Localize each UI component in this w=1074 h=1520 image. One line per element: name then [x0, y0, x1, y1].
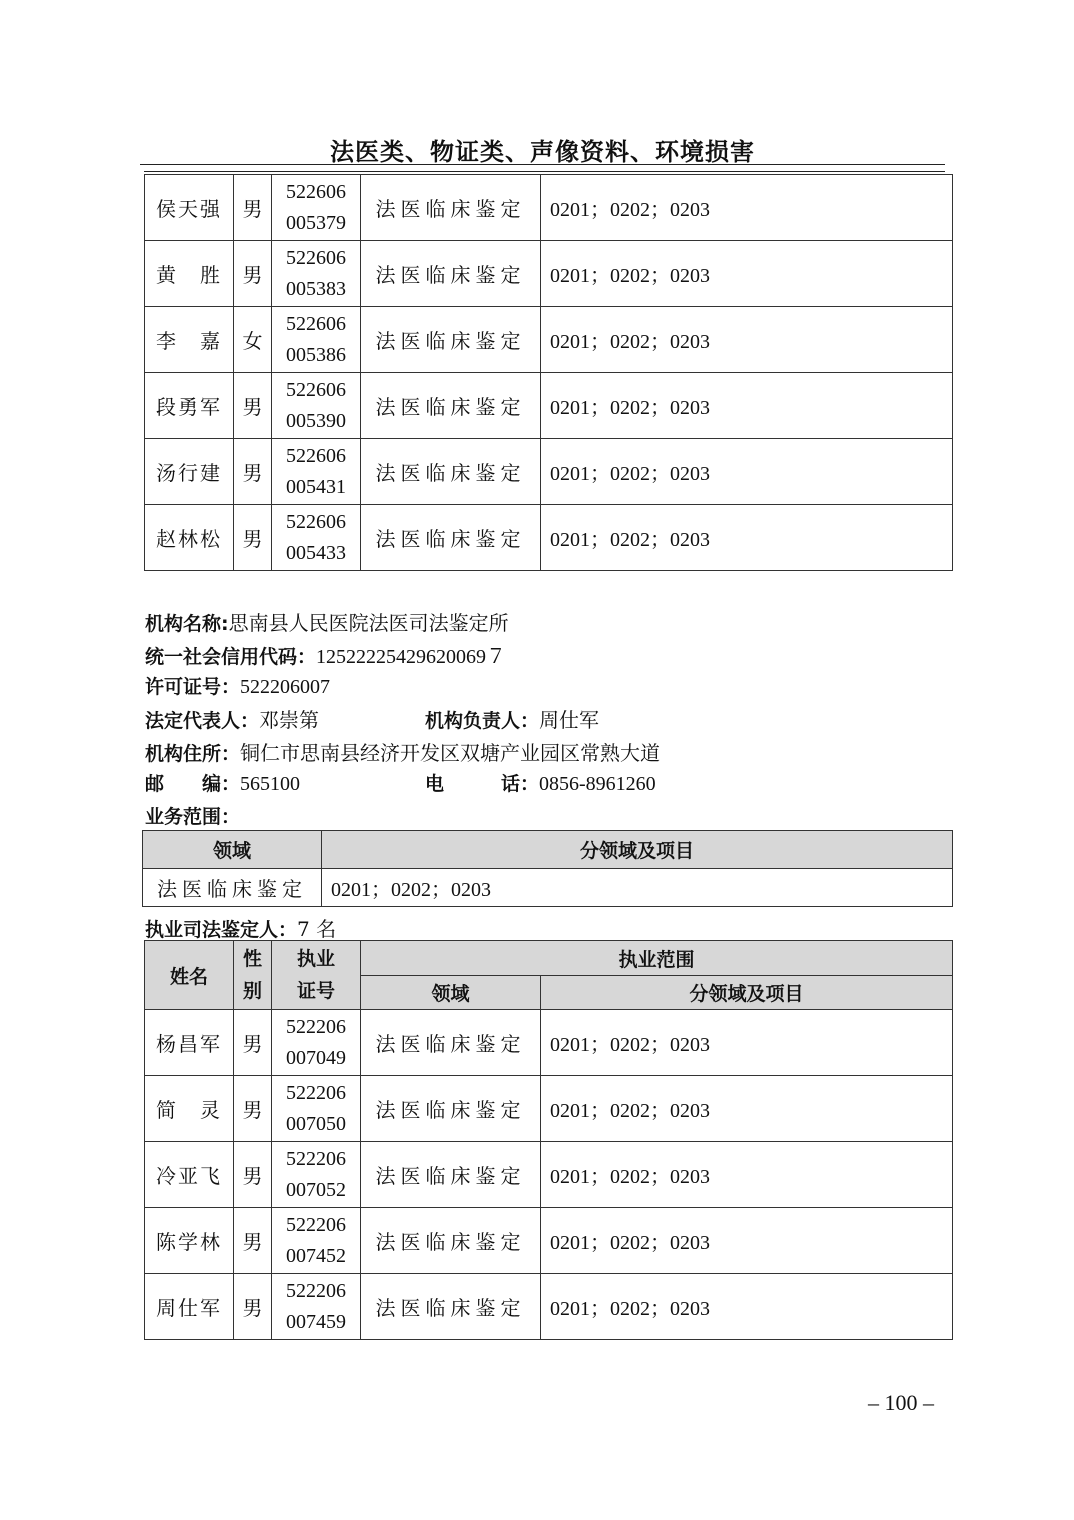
- header-line: 性: [242, 948, 262, 970]
- cert-line: 522206: [286, 1147, 346, 1170]
- table-row: [145, 373, 953, 439]
- cert-line: 522606: [286, 180, 346, 203]
- postcode-label: 邮 编：: [145, 773, 241, 795]
- person-cert: [272, 439, 361, 505]
- person-scope: 0201；0202；0203: [541, 505, 953, 571]
- cert-line: 007050: [286, 1112, 346, 1135]
- person-cert: [272, 505, 361, 571]
- representative-name: 邓崇第: [259, 708, 320, 732]
- column-header-name: 姓名: [145, 941, 234, 1010]
- staff-scope: 0201；0202；0203: [541, 1208, 953, 1274]
- staff-count: 7 名: [297, 917, 337, 941]
- license-label: 许可证号：: [145, 676, 241, 698]
- header-line: 证号: [296, 980, 335, 1002]
- header-line: 执业: [296, 948, 335, 970]
- representative-label: 法定代表人：: [145, 710, 260, 732]
- head-label: 机构负责人：: [425, 710, 540, 732]
- staff-scope: 0201；0202；0203: [541, 1076, 953, 1142]
- person-sex: 女: [234, 307, 272, 373]
- person-sex: 男: [234, 373, 272, 439]
- business-scope: 0201；0202；0203: [322, 869, 953, 907]
- table-row: [145, 505, 953, 571]
- cert-line: 005379: [286, 211, 346, 234]
- staff-sex: 男: [234, 1010, 272, 1076]
- column-header-field: 领域: [361, 976, 541, 1010]
- person-name: 侯天强: [145, 175, 234, 241]
- header-rule-thin: [144, 171, 945, 172]
- cert-line: 005390: [286, 409, 346, 432]
- person-scope: 0201；0202；0203: [541, 439, 953, 505]
- staff-field: 法医临床鉴定: [361, 1274, 541, 1340]
- person-scope: 0201；0202；0203: [541, 373, 953, 439]
- credit-code: 12522225429620069７: [316, 646, 507, 668]
- credit-code-label: 统一社会信用代码：: [145, 646, 317, 668]
- cert-line: 522206: [286, 1081, 346, 1104]
- table-header-row: [145, 941, 953, 976]
- person-scope: 0201；0202；0203: [541, 307, 953, 373]
- table-row: [145, 1010, 953, 1076]
- person-cert: [272, 307, 361, 373]
- person-name: 黄 胜: [145, 241, 234, 307]
- cert-line: 007052: [286, 1178, 346, 1201]
- person-field: 法医临床鉴定: [361, 505, 541, 571]
- institution-name: 思南县人民医院法医司法鉴定所: [228, 611, 509, 635]
- person-name: 李 嘉: [145, 307, 234, 373]
- cert-line: 522606: [286, 510, 346, 533]
- person-name: 赵林松: [145, 505, 234, 571]
- person-cert: [272, 175, 361, 241]
- staff-cert: [272, 1076, 361, 1142]
- person-field: 法医临床鉴定: [361, 373, 541, 439]
- person-scope: 0201；0202；0203: [541, 241, 953, 307]
- person-field: 法医临床鉴定: [361, 241, 541, 307]
- column-header-cert: [272, 941, 361, 1010]
- cert-line: 005433: [286, 541, 346, 564]
- person-sex: 男: [234, 439, 272, 505]
- cert-line: 005431: [286, 475, 346, 498]
- staff-field: 法医临床鉴定: [361, 1142, 541, 1208]
- staff-name: 杨昌军: [145, 1010, 234, 1076]
- staff-name: 冷亚飞: [145, 1142, 234, 1208]
- business-scope-table: [142, 830, 953, 907]
- staff-count-line: [145, 913, 336, 942]
- staff-name: 周仕军: [145, 1274, 234, 1340]
- person-field: 法医临床鉴定: [361, 439, 541, 505]
- table-row: [145, 1076, 953, 1142]
- staff-sex: 男: [234, 1076, 272, 1142]
- column-header-subscope: 分领域及项目: [541, 976, 953, 1010]
- credit-code-line: [145, 640, 506, 669]
- table-header-row: [143, 831, 953, 869]
- phone-label: 电 话：: [425, 773, 540, 795]
- business-field: 法医临床鉴定: [143, 869, 322, 907]
- license-number: 522206007: [240, 676, 331, 698]
- person-sex: 男: [234, 505, 272, 571]
- table-row: [143, 869, 953, 907]
- staff-name: 陈学林: [145, 1208, 234, 1274]
- license-line: [145, 672, 330, 699]
- table-row: [145, 241, 953, 307]
- page-number: – 100 –: [868, 1390, 934, 1415]
- column-header-sex: [234, 941, 272, 1010]
- staff-field: 法医临床鉴定: [361, 1208, 541, 1274]
- table-row: [145, 1274, 953, 1340]
- staff-sex: 男: [234, 1142, 272, 1208]
- staff-cert: [272, 1142, 361, 1208]
- header-rule: [140, 164, 945, 165]
- institution-name-label: 机构名称:: [145, 613, 229, 635]
- cert-line: 522606: [286, 312, 346, 335]
- address-label: 机构住所：: [145, 743, 241, 765]
- staff-cert: [272, 1274, 361, 1340]
- phone-line: [425, 769, 656, 796]
- cert-line: 522206: [286, 1015, 346, 1038]
- head-name: 周仕军: [539, 708, 600, 732]
- person-field: 法医临床鉴定: [361, 175, 541, 241]
- table-row: [145, 439, 953, 505]
- staff-cert: [272, 1208, 361, 1274]
- business-label: 业务范围：: [145, 806, 241, 828]
- page-header: 法医类、物证类、声像资料、环境损害: [330, 137, 755, 166]
- person-sex: 男: [234, 175, 272, 241]
- cert-line: 007452: [286, 1244, 346, 1267]
- column-header-field: 领域: [143, 831, 322, 869]
- staff-sex: 男: [234, 1208, 272, 1274]
- person-field: 法医临床鉴定: [361, 307, 541, 373]
- institution-name-line: [145, 607, 509, 636]
- cert-line: 007049: [286, 1046, 346, 1069]
- postcode: 565100: [240, 773, 301, 795]
- staff-cert: [272, 1010, 361, 1076]
- staff-label: 执业司法鉴定人：: [145, 919, 298, 941]
- phone: 0856-8961260: [539, 773, 656, 795]
- cert-line: 522206: [286, 1213, 346, 1236]
- staff-scope: 0201；0202；0203: [541, 1274, 953, 1340]
- table-row: [145, 175, 953, 241]
- person-scope: 0201；0202；0203: [541, 175, 953, 241]
- header-line: 别: [242, 980, 262, 1002]
- top-person-table: [144, 174, 953, 571]
- cert-line: 007459: [286, 1310, 346, 1333]
- cert-line: 522606: [286, 378, 346, 401]
- staff-field: 法医临床鉴定: [361, 1010, 541, 1076]
- staff-scope: 0201；0202；0203: [541, 1010, 953, 1076]
- table-row: [145, 1142, 953, 1208]
- head-line: [425, 704, 599, 733]
- staff-field: 法医临床鉴定: [361, 1076, 541, 1142]
- column-header-practice-scope: 执业范围: [361, 941, 953, 976]
- person-cert: [272, 241, 361, 307]
- cert-line: 005386: [286, 343, 346, 366]
- business-scope-label: [145, 802, 240, 829]
- address-line: [145, 737, 660, 766]
- address: 铜仁市思南县经济开发区双塘产业园区常熟大道: [240, 741, 661, 765]
- column-header-scope: 分领域及项目: [322, 831, 953, 869]
- person-sex: 男: [234, 241, 272, 307]
- staff-table: [144, 940, 953, 1340]
- staff-name: 简 灵: [145, 1076, 234, 1142]
- cert-line: 522606: [286, 246, 346, 269]
- person-name: 段勇军: [145, 373, 234, 439]
- person-cert: [272, 373, 361, 439]
- representative-line: [145, 704, 319, 733]
- staff-sex: 男: [234, 1274, 272, 1340]
- cert-line: 522606: [286, 444, 346, 467]
- cert-line: 005383: [286, 277, 346, 300]
- table-row: [145, 307, 953, 373]
- table-row: [145, 1208, 953, 1274]
- staff-scope: 0201；0202；0203: [541, 1142, 953, 1208]
- postcode-line: [145, 769, 300, 796]
- cert-line: 522206: [286, 1279, 346, 1302]
- person-name: 汤行建: [145, 439, 234, 505]
